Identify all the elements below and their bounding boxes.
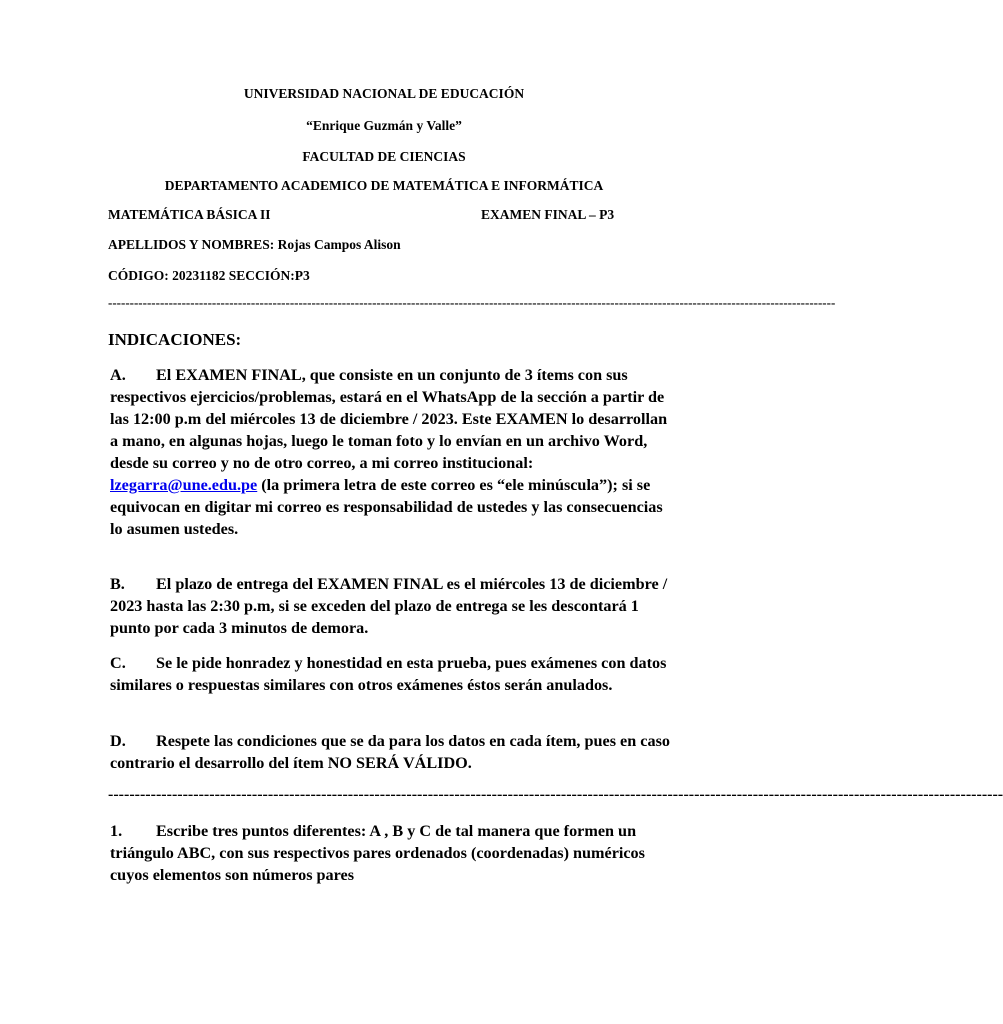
university-name: UNIVERSIDAD NACIONAL DE EDUCACIÓN xyxy=(243,86,525,101)
course-name: MATEMÁTICA BÁSICA II xyxy=(108,207,271,222)
indication-d-text: Respete las condiciones que se da para los datos en cada ítem, pues en caso contrario el desarrollo del ítem NO SERÁ VÁLIDO. xyxy=(110,732,670,772)
faculty-name: FACULTAD DE CIENCIAS xyxy=(302,149,466,164)
item-1-text: Escribe tres puntos diferentes: A , B y C de tal manera que formen un triángulo ABC, con sus respectivos pares ordenados (coordenadas) numéricos cuyos elementos son números pares xyxy=(110,822,645,884)
indication-b-text: El plazo de entrega del EXAMEN FINAL es el miércoles 13 de diciembre / 2023 hasta las 2:30 p.m, si se exceden del plazo de entrega se les descontará 1 punto por cada 3 minutos de demora. xyxy=(110,575,668,637)
indication-c-text: Se le pide honradez y honestidad en esta prueba, pues exámenes con datos similares o respuestas similares con otros exámenes éstos serán anulados. xyxy=(110,654,667,694)
separator-top: ------------------------------------------------------------------------------------------------------------------------------------------------------------------------ xyxy=(108,295,836,310)
item-1 xyxy=(110,820,670,886)
indication-c xyxy=(110,652,670,696)
department-name: DEPARTAMENTO ACADEMICO DE MATEMÁTICA E INFORMÁTICA xyxy=(164,178,604,193)
indication-a-text-after: (la primera letra de este correo es “ele minúscula”); si se equivocan en digitar mi correo es responsabilidad de ustedes y las consecuencias lo asumen ustedes. xyxy=(110,476,663,538)
email-link[interactable]: lzegarra@une.edu.pe xyxy=(110,476,258,494)
indication-c-label: C. xyxy=(110,654,126,672)
indication-a-text: El EXAMEN FINAL, que consiste en un conjunto de 3 ítems con sus respectivos ejercicios/problemas, estará en el WhatsApp de la sección a partir de las 12:00 p.m del miércoles 13 de diciembre / 2023. Este EXAMEN lo desarrollan a mano, en algunas hojas, luego le toman foto y lo envían en un archivo Word, desde su correo y no de otro correo, a mi correo institucional: xyxy=(110,366,668,472)
university-motto: “Enrique Guzmán y Valle” xyxy=(306,118,462,133)
indication-b xyxy=(110,573,670,639)
indications-title: INDICACIONES: xyxy=(108,330,242,349)
exam-name: EXAMEN FINAL – P3 xyxy=(481,207,615,222)
indication-a xyxy=(110,364,670,540)
indication-b-label: B. xyxy=(110,575,125,593)
student-code: CÓDIGO: 20231182 SECCIÓN:P3 xyxy=(108,268,310,283)
indication-d-label: D. xyxy=(110,732,126,750)
indication-d xyxy=(110,730,670,774)
item-1-label: 1. xyxy=(110,822,123,840)
student-name: APELLIDOS Y NOMBRES: Rojas Campos Alison xyxy=(108,237,401,252)
separator-bottom: ------------------------------------------------------------------------------------------------------------------------------------------------------------------------ xyxy=(108,786,1003,803)
indication-a-label: A. xyxy=(110,366,126,384)
